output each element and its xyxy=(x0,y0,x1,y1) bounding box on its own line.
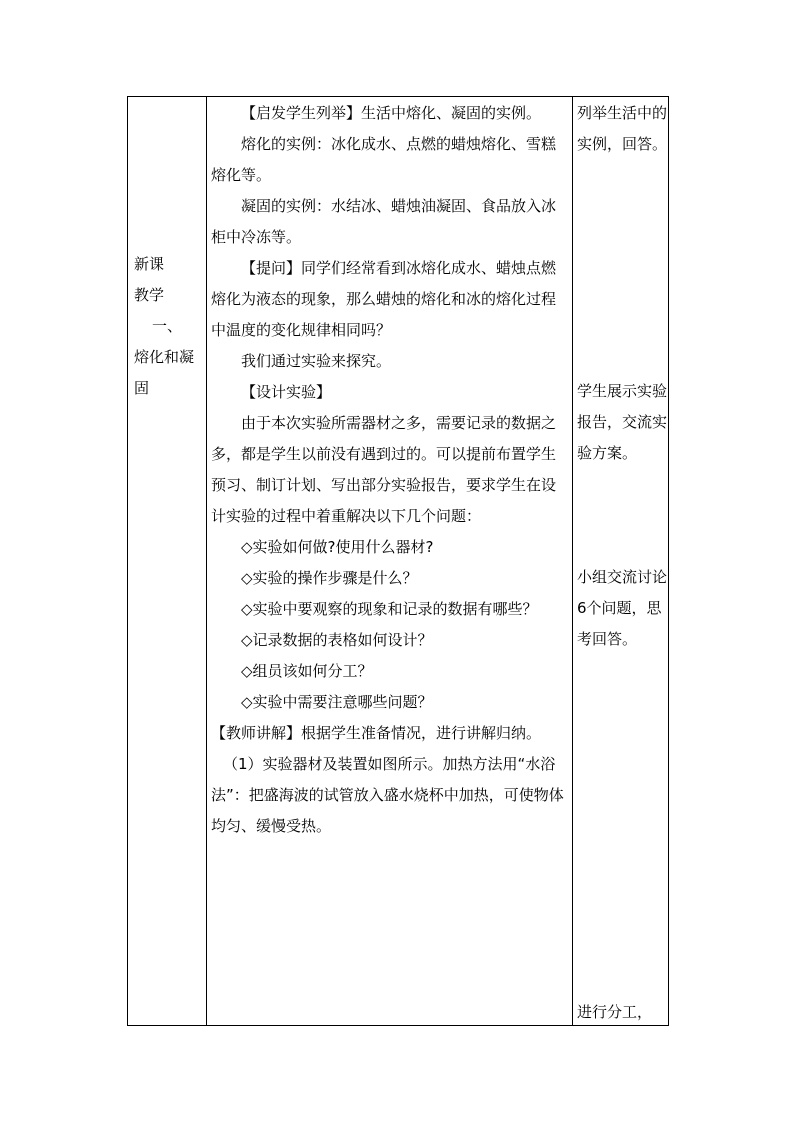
section-label-line: 熔化和凝 xyxy=(134,348,195,366)
content-paragraph: 我们通过实验来探究。 xyxy=(241,352,392,370)
content-paragraph: 【提问】同学们经常看到冰熔化成水、蜡烛点燃熔化为液态的现象，那么蜡烛的熔化和冰的熔化过程中温度的变化规律相同吗？ xyxy=(211,259,557,339)
section-label-line: 固 xyxy=(134,379,150,397)
content-paragraph: 【设计实验】 xyxy=(241,383,332,401)
question-item: ◇实验如何做?使用什么器材? xyxy=(241,538,434,556)
content-paragraph: 凝固的实例：水结冰、蜡烛油凝固、食品放入冰柜中冷冻等。 xyxy=(211,197,557,246)
question-item: ◇组员该如何分工？ xyxy=(241,662,373,680)
content-paragraph: 熔化的实例：冰化成水、点燃的蜡烛熔化、雪糕熔化等。 xyxy=(211,135,557,184)
content-paragraph: 由于本次实验所需器材之多，需要记录的数据之多，都是学生以前没有遇到过的。可以提前布置学生预习、制订计划、写出部分实验报告，要求学生在设计实验的过程中着重解决以下几个问题： xyxy=(211,414,557,525)
student-activity-text: 列举生活中的实例，回答。 xyxy=(577,104,668,153)
teaching-content-cell xyxy=(207,97,573,1026)
student-activity-text: 小组交流讨论6个问题，思考回答。 xyxy=(577,568,668,648)
content-paragraph: 【启发学生列举】生活中熔化、凝固的实例。 xyxy=(241,104,542,122)
section-label xyxy=(134,249,206,404)
section-label-line: 新课 xyxy=(134,255,165,273)
table-row xyxy=(128,97,669,1026)
student-activity-cell xyxy=(573,97,669,1026)
section-cell xyxy=(128,97,207,1026)
content-paragraph: 【教师讲解】根据学生准备情况，进行讲解归纳。 xyxy=(211,724,542,742)
question-item: ◇实验中要观察的现象和记录的数据有哪些？ xyxy=(241,600,538,618)
student-activity-text: 进行分工， xyxy=(577,1003,653,1021)
content-paragraph: （1）实验器材及装置如图所示。加热方法用“水浴法”：把盛海波的试管放入盛水烧杯中加热，可使物体均匀、缓慢受热。 xyxy=(211,755,564,835)
section-label-line: 教学 xyxy=(134,286,165,304)
student-activity-text: 学生展示实验报告，交流实验方案。 xyxy=(577,382,668,462)
question-item: ◇实验中需要注意哪些问题？ xyxy=(241,693,433,711)
section-label-line: 一、 xyxy=(152,317,183,335)
question-item: ◇记录数据的表格如何设计？ xyxy=(241,631,433,649)
lesson-table xyxy=(127,96,669,1026)
question-item: ◇实验的操作步骤是什么？ xyxy=(241,569,418,587)
